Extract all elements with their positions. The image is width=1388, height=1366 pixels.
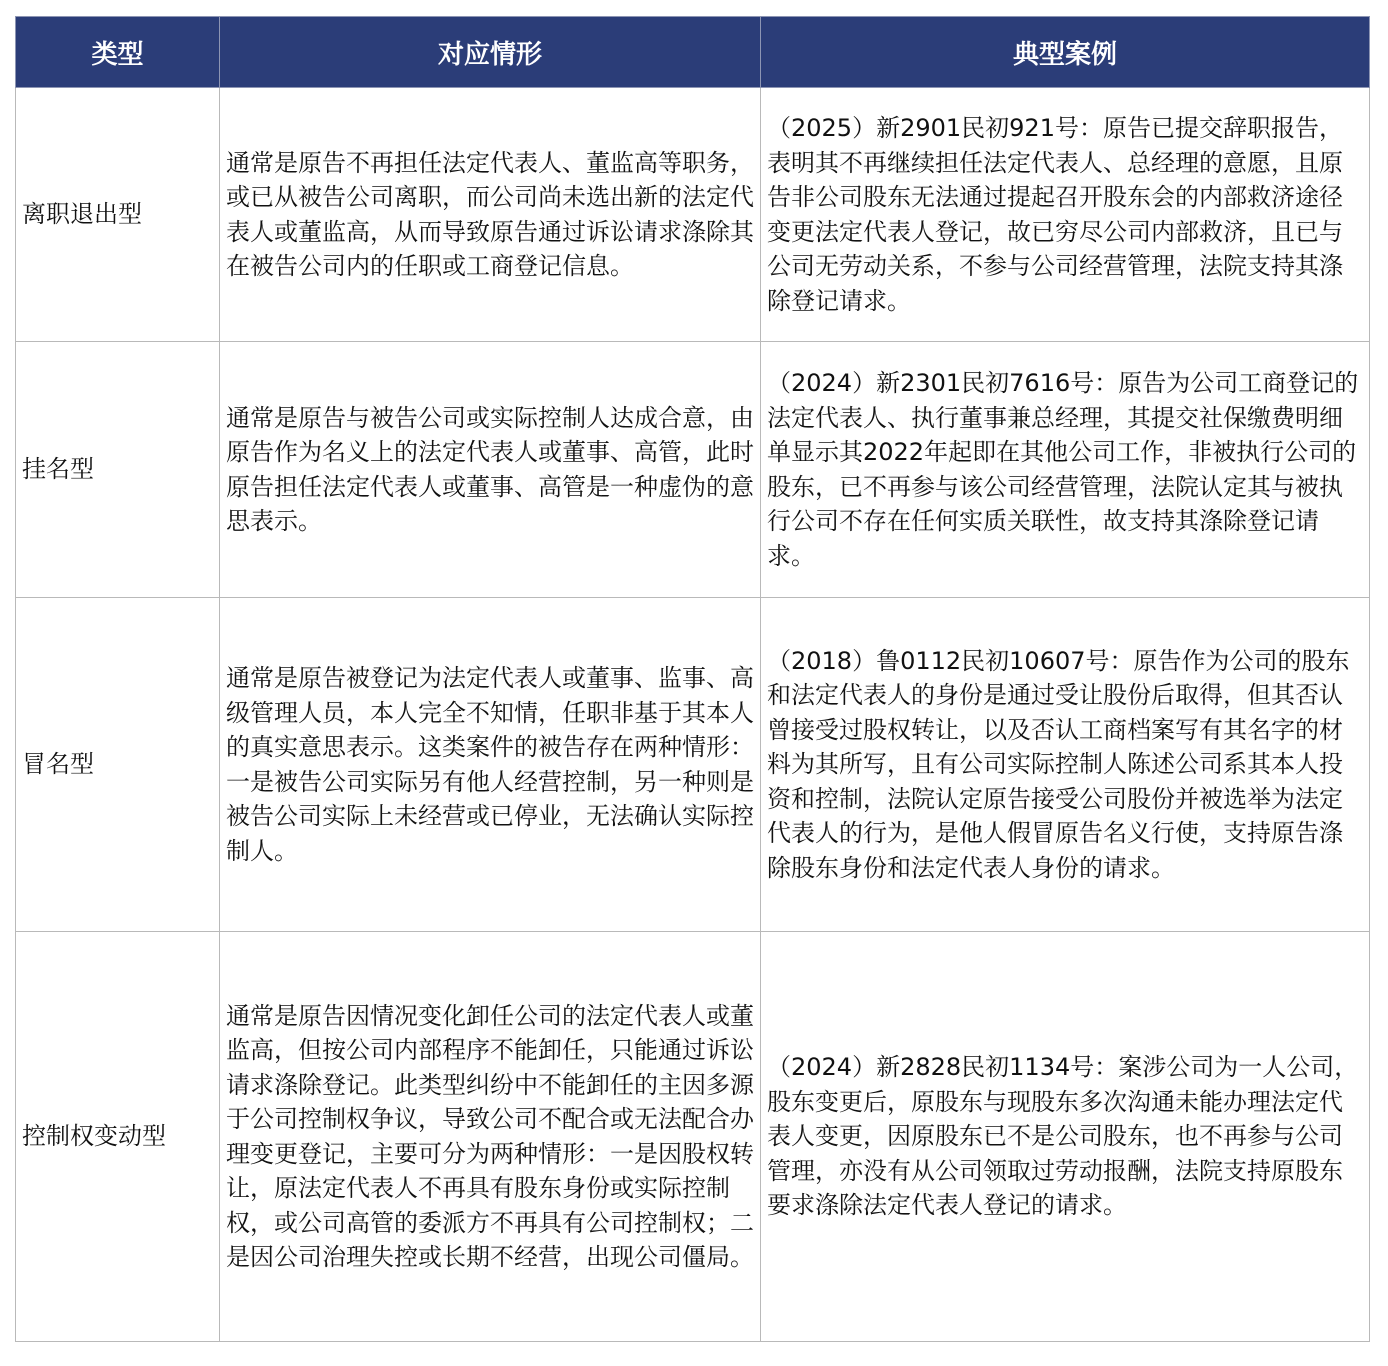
type-cell: 挂名型 [16, 342, 220, 598]
table-row [16, 342, 1370, 598]
header-cases: 典型案例 [761, 17, 1370, 88]
table-row [16, 88, 1370, 342]
table-header-row [16, 17, 1370, 88]
type-cell: 控制权变动型 [16, 932, 220, 1342]
header-type: 类型 [16, 17, 220, 88]
situation-cell: 通常是原告不再担任法定代表人、董监高等职务，或已从被告公司离职，而公司尚未选出新的法定代表人或董监高，从而导致原告通过诉讼请求涤除其在被告公司内的任职或工商登记信息。 [220, 88, 761, 342]
table-row [16, 932, 1370, 1342]
case-table-container [15, 16, 1369, 1342]
case-cell: （2024）新2828民初1134号：案涉公司为一人公司，股东变更后，原股东与现股东多次沟通未能办理法定代表人变更，因原股东已不是公司股东，也不再参与公司管理，亦没有从公司领取过劳动报酬，法院支持原股东要求涤除法定代表人登记的请求。 [761, 932, 1370, 1342]
type-cell: 离职退出型 [16, 88, 220, 342]
header-situation: 对应情形 [220, 17, 761, 88]
situation-cell: 通常是原告因情况变化卸任公司的法定代表人或董监高，但按公司内部程序不能卸任，只能通过诉讼请求涤除登记。此类型纠纷中不能卸任的主因多源于公司控制权争议，导致公司不配合或无法配合办理变更登记，主要可分为两种情形：一是因股权转让，原法定代表人不再具有股东身份或实际控制权，或公司高管的委派方不再具有公司控制权；二是因公司治理失控或长期不经营，出现公司僵局。 [220, 932, 761, 1342]
case-cell: （2018）鲁0112民初10607号：原告作为公司的股东和法定代表人的身份是通过受让股份后取得，但其否认曾接受过股权转让，以及否认工商档案写有其名字的材料为其所写，且有公司实际控制人陈述公司系其本人投资和控制，法院认定原告接受公司股份并被选举为法定代表人的行为，是他人假冒原告名义行使，支持原告涤除股东身份和法定代表人身份的请求。 [761, 598, 1370, 932]
type-cell: 冒名型 [16, 598, 220, 932]
situation-cell: 通常是原告与被告公司或实际控制人达成合意，由原告作为名义上的法定代表人或董事、高管，此时原告担任法定代表人或董事、高管是一种虚伪的意思表示。 [220, 342, 761, 598]
table-row [16, 598, 1370, 932]
case-cell: （2025）新2901民初921号：原告已提交辞职报告，表明其不再继续担任法定代表人、总经理的意愿，且原告非公司股东无法通过提起召开股东会的内部救济途径变更法定代表人登记，故已穷尽公司内部救济，且已与公司无劳动关系，不参与公司经营管理，法院支持其涤除登记请求。 [761, 88, 1370, 342]
case-cell: （2024）新2301民初7616号：原告为公司工商登记的法定代表人、执行董事兼总经理，其提交社保缴费明细单显示其2022年起即在其他公司工作，非被执行公司的股东，已不再参与该公司经营管理，法院认定其与被执行公司不存在任何实质关联性，故支持其涤除登记请求。 [761, 342, 1370, 598]
situation-cell: 通常是原告被登记为法定代表人或董事、监事、高级管理人员，本人完全不知情，任职非基于其本人的真实意思表示。这类案件的被告存在两种情形：一是被告公司实际另有他人经营控制，另一种则是被告公司实际上未经营或已停业，无法确认实际控制人。 [220, 598, 761, 932]
case-type-table [15, 16, 1370, 1342]
